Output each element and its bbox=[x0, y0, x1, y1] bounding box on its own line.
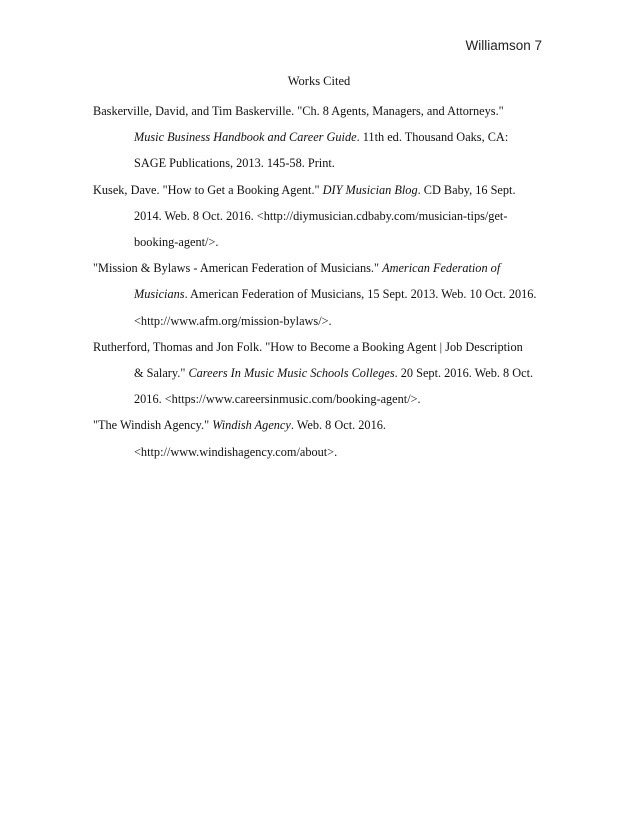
citation-line bbox=[93, 177, 563, 203]
citation-text: "Mission & Bylaws - American Federation of Musicians." bbox=[93, 261, 383, 276]
citation-entry bbox=[93, 177, 563, 256]
citation-title-italic: Music Business Handbook and Career Guide bbox=[134, 130, 357, 145]
citation-text: & Salary." bbox=[134, 366, 189, 381]
citation-text: . 11th ed. Thousand Oaks, CA: bbox=[356, 130, 509, 145]
citation-text: . CD Baby, 16 Sept. bbox=[417, 182, 516, 197]
citation-line bbox=[93, 124, 563, 150]
citation-entry bbox=[93, 255, 563, 334]
citation-text: "The Windish Agency." bbox=[93, 418, 213, 433]
citation-text: 2014. Web. 8 Oct. 2016. <http://diymusician.cdbaby.com/musician-tips/get- bbox=[134, 208, 508, 223]
citation-line bbox=[93, 150, 563, 176]
citation-title-italic: Musicians bbox=[134, 287, 185, 302]
running-head: Williamson 7 bbox=[465, 38, 542, 53]
citation-text: . 20 Sept. 2016. Web. 8 Oct. bbox=[394, 366, 534, 381]
citation-text: booking-agent/>. bbox=[134, 235, 219, 250]
citation-text: Kusek, Dave. "How to Get a Booking Agent." bbox=[93, 182, 323, 197]
citation-text: 2016. <https://www.careersinmusic.com/booking-agent/>. bbox=[134, 392, 421, 407]
citation-line bbox=[93, 386, 563, 412]
citation-title-italic: Careers In Music Music Schools Colleges bbox=[188, 366, 395, 381]
citation-text: Baskerville, David, and Tim Baskerville. "Ch. 8 Agents, Managers, and Attorneys." bbox=[93, 104, 504, 118]
citation-line bbox=[93, 203, 563, 229]
citation-line bbox=[93, 308, 563, 334]
citation-text: Rutherford, Thomas and Jon Folk. "How to Become a Booking Agent | Job Description bbox=[93, 339, 523, 354]
citation-entry bbox=[93, 334, 563, 413]
citation-line bbox=[93, 412, 563, 438]
citation-text: SAGE Publications, 2013. 145-58. Print. bbox=[134, 156, 335, 171]
citation-line bbox=[93, 334, 563, 360]
citation-text: <http://www.afm.org/mission-bylaws/>. bbox=[134, 313, 332, 328]
page-title: Works Cited bbox=[287, 74, 351, 88]
citation-line bbox=[93, 98, 563, 124]
citation-title-italic: DIY Musician Blog bbox=[322, 182, 418, 197]
citation-line bbox=[93, 281, 563, 307]
citation-line bbox=[93, 229, 563, 255]
works-cited-list bbox=[93, 98, 563, 465]
citation-text: . Web. 8 Oct. 2016. bbox=[290, 418, 386, 433]
citation-line bbox=[93, 255, 563, 281]
citation-entry bbox=[93, 98, 563, 177]
citation-text: . American Federation of Musicians, 15 Sept. 2013. Web. 10 Oct. 2016. bbox=[184, 287, 537, 302]
citation-title-italic: Windish Agency bbox=[212, 418, 291, 433]
citation-text: <http://www.windishagency.com/about>. bbox=[134, 444, 338, 459]
citation-entry bbox=[93, 412, 563, 464]
citation-line bbox=[93, 439, 563, 465]
citation-title-italic: American Federation of bbox=[382, 261, 501, 276]
citation-line bbox=[93, 360, 563, 386]
